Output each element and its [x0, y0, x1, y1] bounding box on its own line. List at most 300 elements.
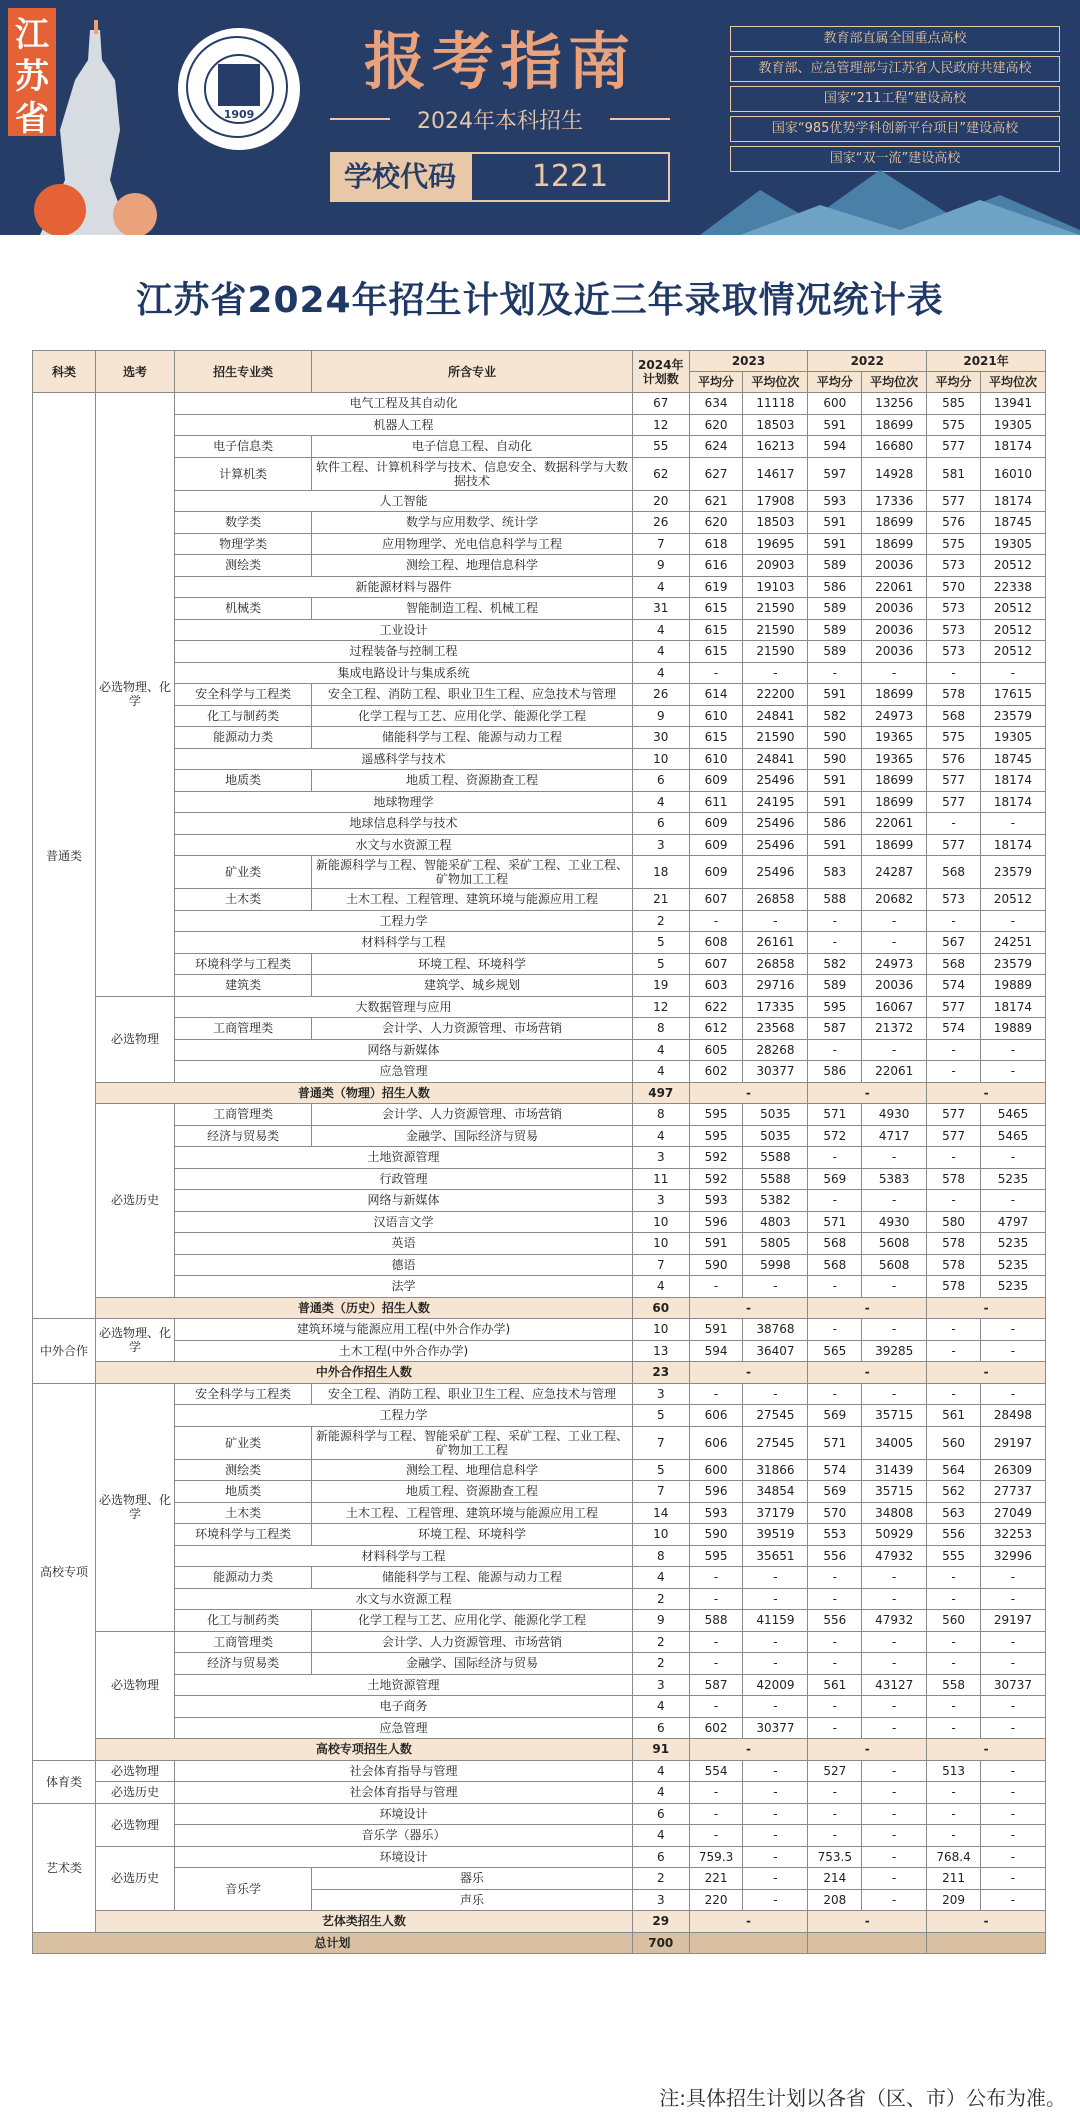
avg-score: 576: [927, 748, 981, 770]
avg-rank: 20512: [980, 889, 1045, 911]
majors-cell: 声乐: [312, 1889, 633, 1911]
avg-rank: 21372: [862, 1018, 927, 1040]
table-row: [33, 1362, 1046, 1384]
avg-rank: 19889: [980, 975, 1045, 997]
table-row: [33, 834, 1046, 856]
avg-rank: -: [862, 1803, 927, 1825]
blank-cell: -: [689, 1082, 808, 1104]
avg-score: -: [808, 1717, 862, 1739]
avg-rank: 13256: [862, 393, 927, 415]
avg-score: -: [808, 1782, 862, 1804]
avg-rank: 26309: [980, 1459, 1045, 1481]
avg-score: 567: [927, 932, 981, 954]
subject-cell: 必选物理、化学: [95, 1383, 174, 1631]
table-row: [33, 1254, 1046, 1276]
avg-score: 609: [689, 770, 743, 792]
majors-cell: 水文与水资源工程: [175, 1588, 633, 1610]
avg-score: -: [927, 1147, 981, 1169]
avg-score: 595: [689, 1545, 743, 1567]
avg-score: -: [927, 1631, 981, 1653]
school-code-value: 1221: [470, 152, 670, 202]
plan-count: 14: [632, 1502, 689, 1524]
avg-score: -: [927, 910, 981, 932]
plan-count: 6: [632, 813, 689, 835]
avg-rank: -: [862, 1846, 927, 1868]
avg-rank: 18699: [862, 770, 927, 792]
avg-rank: -: [980, 1039, 1045, 1061]
majors-cell: 法学: [175, 1276, 633, 1298]
avg-score: 578: [927, 1276, 981, 1298]
col-header-major-category: 招生专业类: [175, 351, 312, 393]
plan-count: 4: [632, 1125, 689, 1147]
avg-rank: -: [743, 910, 808, 932]
avg-rank: 50929: [862, 1524, 927, 1546]
table-row: [33, 414, 1046, 436]
avg-rank: -: [980, 1147, 1045, 1169]
avg-rank: -: [743, 1383, 808, 1405]
avg-rank: -: [980, 1868, 1045, 1890]
avg-rank: 5588: [743, 1147, 808, 1169]
avg-score: 591: [689, 1319, 743, 1341]
avg-score: 593: [689, 1190, 743, 1212]
majors-cell: 汉语言文学: [175, 1211, 633, 1233]
plan-count: 62: [632, 457, 689, 490]
avg-score: 556: [808, 1545, 862, 1567]
avg-rank: 5235: [980, 1233, 1045, 1255]
table-row: [33, 770, 1046, 792]
avg-score: 618: [689, 533, 743, 555]
avg-rank: 25496: [743, 834, 808, 856]
plan-count: 4: [632, 1696, 689, 1718]
majors-cell: 环境工程、环境科学: [312, 1524, 633, 1546]
avg-score: 594: [689, 1340, 743, 1362]
plan-count: 30: [632, 727, 689, 749]
avg-rank: 5998: [743, 1254, 808, 1276]
avg-score: 590: [689, 1254, 743, 1276]
majors-cell: 机器人工程: [175, 414, 633, 436]
avg-rank: -: [980, 1889, 1045, 1911]
plan-count: 18: [632, 856, 689, 889]
avg-rank: 43127: [862, 1674, 927, 1696]
badge: 教育部、应急管理部与江苏省人民政府共建高校: [730, 56, 1060, 82]
avg-score: -: [808, 1803, 862, 1825]
avg-score: 590: [689, 1524, 743, 1546]
col-header-2022: 2022: [808, 351, 927, 372]
avg-score: 620: [689, 414, 743, 436]
avg-rank: 5382: [743, 1190, 808, 1212]
majors-cell: 材料科学与工程: [175, 1545, 633, 1567]
majors-cell: 过程装备与控制工程: [175, 641, 633, 663]
col-header-rank: 平均位次: [743, 372, 808, 393]
plan-count: 2: [632, 910, 689, 932]
table-row: [33, 953, 1046, 975]
table-row: [33, 813, 1046, 835]
avg-rank: 18174: [980, 490, 1045, 512]
plan-count: 4: [632, 1782, 689, 1804]
table-row: [33, 641, 1046, 663]
avg-rank: 30737: [980, 1674, 1045, 1696]
avg-rank: 5588: [743, 1168, 808, 1190]
plan-count: 31: [632, 598, 689, 620]
avg-score: 615: [689, 727, 743, 749]
avg-score: 568: [808, 1233, 862, 1255]
avg-rank: 23579: [980, 705, 1045, 727]
avg-score: -: [689, 1782, 743, 1804]
majors-cell: 软件工程、计算机科学与技术、信息安全、数据科学与大数据技术: [312, 457, 633, 490]
avg-rank: 29716: [743, 975, 808, 997]
plan-count: 12: [632, 414, 689, 436]
avg-score: 591: [808, 834, 862, 856]
plan-count: 3: [632, 1190, 689, 1212]
table-row: [33, 1846, 1046, 1868]
avg-rank: 5035: [743, 1125, 808, 1147]
avg-score: 574: [808, 1459, 862, 1481]
avg-score: 211: [927, 1868, 981, 1890]
avg-rank: -: [980, 1696, 1045, 1718]
avg-score: 609: [689, 856, 743, 889]
school-code-label: 学校代码: [330, 152, 470, 202]
plan-count: 12: [632, 996, 689, 1018]
plan-count: 7: [632, 1481, 689, 1503]
avg-score: 603: [689, 975, 743, 997]
avg-rank: 18174: [980, 770, 1045, 792]
avg-rank: 5608: [862, 1233, 927, 1255]
avg-score: 595: [808, 996, 862, 1018]
avg-score: 612: [689, 1018, 743, 1040]
avg-score: 607: [689, 953, 743, 975]
avg-rank: -: [743, 1803, 808, 1825]
avg-score: 591: [808, 414, 862, 436]
avg-score: 602: [689, 1061, 743, 1083]
majors-cell: 土木工程(中外合作办学): [175, 1340, 633, 1362]
avg-score: 573: [927, 598, 981, 620]
avg-rank: 25496: [743, 813, 808, 835]
avg-score: 590: [808, 727, 862, 749]
table-row: [33, 1567, 1046, 1589]
avg-rank: 18699: [862, 414, 927, 436]
major-category-cell: 能源动力类: [175, 727, 312, 749]
table-row: [33, 457, 1046, 490]
majors-cell: 地球信息科学与技术: [175, 813, 633, 835]
avg-rank: -: [980, 1846, 1045, 1868]
subtotal-label: 普通类（物理）招生人数: [95, 1082, 632, 1104]
avg-rank: -: [980, 1319, 1045, 1341]
avg-score: 577: [927, 770, 981, 792]
avg-score: 586: [808, 813, 862, 835]
avg-score: -: [927, 1782, 981, 1804]
plan-count: 10: [632, 1233, 689, 1255]
table-row: [33, 1911, 1046, 1933]
majors-cell: 地质工程、资源勘查工程: [312, 770, 633, 792]
avg-rank: -: [743, 1760, 808, 1782]
table-row: [33, 1297, 1046, 1319]
avg-score: 568: [927, 705, 981, 727]
majors-cell: 社会体育指导与管理: [175, 1782, 633, 1804]
plan-count: 4: [632, 1825, 689, 1847]
col-header-majors: 所含专业: [312, 351, 633, 393]
avg-rank: 28268: [743, 1039, 808, 1061]
subtotal-label: 普通类（历史）招生人数: [95, 1297, 632, 1319]
avg-score: 587: [808, 1018, 862, 1040]
avg-rank: -: [862, 1782, 927, 1804]
avg-rank: 20512: [980, 619, 1045, 641]
table-row: [33, 1018, 1046, 1040]
table-row: [33, 619, 1046, 641]
plan-count: 5: [632, 953, 689, 975]
mountain-illustration: [700, 150, 1080, 235]
major-category-cell: 工商管理类: [175, 1018, 312, 1040]
avg-score: 556: [927, 1524, 981, 1546]
avg-score: -: [689, 662, 743, 684]
avg-rank: 47932: [862, 1610, 927, 1632]
avg-score: -: [927, 662, 981, 684]
avg-rank: 20903: [743, 555, 808, 577]
avg-score: 571: [808, 1426, 862, 1459]
avg-score: 605: [689, 1039, 743, 1061]
avg-score: 562: [927, 1481, 981, 1503]
avg-rank: -: [862, 1147, 927, 1169]
plan-count: 10: [632, 748, 689, 770]
avg-rank: 26858: [743, 953, 808, 975]
avg-score: 576: [927, 512, 981, 534]
subject-cell: 必选物理: [95, 1803, 174, 1846]
avg-score: 591: [808, 684, 862, 706]
table-row: [33, 910, 1046, 932]
avg-score: 610: [689, 705, 743, 727]
plan-count: 4: [632, 619, 689, 641]
avg-score: 569: [808, 1405, 862, 1427]
avg-rank: 39519: [743, 1524, 808, 1546]
avg-score: 589: [808, 975, 862, 997]
subtotal-label: 中外合作招生人数: [95, 1362, 632, 1384]
plan-count: 4: [632, 1567, 689, 1589]
avg-rank: 20512: [980, 641, 1045, 663]
avg-rank: 13941: [980, 393, 1045, 415]
avg-score: -: [808, 1319, 862, 1341]
table-row: [33, 555, 1046, 577]
avg-rank: 16010: [980, 457, 1045, 490]
col-header-2021: 2021年: [927, 351, 1046, 372]
avg-rank: -: [862, 1696, 927, 1718]
avg-score: 583: [808, 856, 862, 889]
major-category-cell: 经济与贸易类: [175, 1125, 312, 1147]
majors-cell: 测绘工程、地理信息科学: [312, 1459, 633, 1481]
avg-score: 753.5: [808, 1846, 862, 1868]
province-tag: 江苏省: [8, 8, 56, 136]
avg-score: 606: [689, 1405, 743, 1427]
avg-rank: -: [743, 1567, 808, 1589]
avg-rank: 5383: [862, 1168, 927, 1190]
majors-cell: 网络与新媒体: [175, 1039, 633, 1061]
blank-cell: -: [808, 1911, 927, 1933]
avg-score: 572: [808, 1125, 862, 1147]
avg-score: 591: [808, 533, 862, 555]
avg-score: 568: [927, 856, 981, 889]
plan-count: 3: [632, 1674, 689, 1696]
avg-rank: 5805: [743, 1233, 808, 1255]
avg-rank: -: [980, 1782, 1045, 1804]
avg-rank: 24973: [862, 953, 927, 975]
major-category-cell: 土木类: [175, 1502, 312, 1524]
subject-cell: 必选历史: [95, 1104, 174, 1298]
blank-cell: [808, 1932, 927, 1954]
avg-score: 634: [689, 393, 743, 415]
avg-rank: 20036: [862, 619, 927, 641]
table-row: [33, 1631, 1046, 1653]
avg-score: -: [927, 1039, 981, 1061]
table-row: [33, 856, 1046, 889]
majors-cell: 金融学、国际经济与贸易: [312, 1125, 633, 1147]
avg-score: 561: [927, 1405, 981, 1427]
category-cell: 高校专项: [33, 1383, 96, 1760]
plan-count: 3: [632, 1383, 689, 1405]
table-row: [33, 1426, 1046, 1459]
avg-score: 221: [689, 1868, 743, 1890]
majors-cell: 会计学、人力资源管理、市场营销: [312, 1631, 633, 1653]
col-header-avg: 平均分: [689, 372, 743, 393]
avg-rank: -: [862, 1276, 927, 1298]
avg-score: -: [927, 1383, 981, 1405]
university-logo: [178, 28, 300, 150]
plan-count: 2: [632, 1631, 689, 1653]
avg-rank: 25496: [743, 770, 808, 792]
avg-score: -: [808, 1696, 862, 1718]
avg-score: 586: [808, 1061, 862, 1083]
avg-score: 578: [927, 1254, 981, 1276]
avg-score: 570: [927, 576, 981, 598]
table-body: [33, 393, 1046, 1954]
avg-score: -: [689, 1696, 743, 1718]
blank-cell: -: [689, 1739, 808, 1761]
avg-rank: 34005: [862, 1426, 927, 1459]
avg-rank: 20682: [862, 889, 927, 911]
major-category-cell: 地质类: [175, 1481, 312, 1503]
category-cell: 中外合作: [33, 1319, 96, 1384]
avg-rank: -: [980, 813, 1045, 835]
plan-count: 67: [632, 393, 689, 415]
table-row: [33, 1932, 1046, 1954]
avg-rank: 19365: [862, 748, 927, 770]
major-category-cell: 地质类: [175, 770, 312, 792]
avg-score: -: [808, 1631, 862, 1653]
table-row: [33, 1319, 1046, 1341]
avg-score: 609: [689, 834, 743, 856]
plan-count: 10: [632, 1319, 689, 1341]
avg-score: 513: [927, 1760, 981, 1782]
avg-score: -: [689, 910, 743, 932]
avg-score: 606: [689, 1426, 743, 1459]
avg-rank: 18174: [980, 834, 1045, 856]
avg-rank: 23579: [980, 953, 1045, 975]
avg-rank: 27545: [743, 1405, 808, 1427]
total-label: 总计划: [33, 1932, 633, 1954]
avg-rank: 47932: [862, 1545, 927, 1567]
avg-score: -: [808, 1588, 862, 1610]
avg-score: 558: [927, 1674, 981, 1696]
avg-rank: 18174: [980, 791, 1045, 813]
major-category-cell: 测绘类: [175, 1459, 312, 1481]
avg-rank: 22338: [980, 576, 1045, 598]
banner-subtitle: 2024年本科招生: [417, 109, 583, 134]
plan-count: 700: [632, 1932, 689, 1954]
majors-cell: 金融学、国际经济与贸易: [312, 1653, 633, 1675]
plan-count: 8: [632, 1104, 689, 1126]
avg-rank: 14928: [862, 457, 927, 490]
avg-score: 588: [808, 889, 862, 911]
avg-rank: 27545: [743, 1426, 808, 1459]
avg-rank: 26858: [743, 889, 808, 911]
table-row: [33, 1039, 1046, 1061]
avg-rank: 19695: [743, 533, 808, 555]
avg-rank: 21590: [743, 598, 808, 620]
avg-rank: 17335: [743, 996, 808, 1018]
avg-score: 561: [808, 1674, 862, 1696]
avg-rank: 38768: [743, 1319, 808, 1341]
avg-rank: -: [743, 1825, 808, 1847]
table-row: [33, 705, 1046, 727]
avg-score: 615: [689, 619, 743, 641]
avg-score: -: [689, 1276, 743, 1298]
avg-rank: 28498: [980, 1405, 1045, 1427]
majors-cell: 新能源材料与器件: [175, 576, 633, 598]
avg-score: 622: [689, 996, 743, 1018]
avg-rank: -: [862, 1717, 927, 1739]
avg-rank: -: [862, 1889, 927, 1911]
table-row: [33, 748, 1046, 770]
majors-cell: 储能科学与工程、能源与动力工程: [312, 1567, 633, 1589]
avg-score: -: [808, 932, 862, 954]
avg-score: -: [927, 1653, 981, 1675]
avg-score: 560: [927, 1426, 981, 1459]
avg-rank: -: [980, 1803, 1045, 1825]
avg-rank: 16067: [862, 996, 927, 1018]
table-row: [33, 932, 1046, 954]
avg-score: 595: [689, 1125, 743, 1147]
majors-cell: 环境设计: [175, 1846, 633, 1868]
plan-count: 9: [632, 1610, 689, 1632]
plan-count: 26: [632, 684, 689, 706]
avg-rank: -: [980, 662, 1045, 684]
subject-cell: 必选物理、化学: [95, 1319, 174, 1362]
avg-score: 214: [808, 1868, 862, 1890]
avg-rank: -: [980, 1760, 1045, 1782]
avg-rank: 21590: [743, 619, 808, 641]
table-row: [33, 1061, 1046, 1083]
blank-cell: -: [808, 1297, 927, 1319]
majors-cell: 电子信息工程、自动化: [312, 436, 633, 458]
avg-rank: 4717: [862, 1125, 927, 1147]
table-row: [33, 1340, 1046, 1362]
table-row: [33, 662, 1046, 684]
plan-count: 4: [632, 641, 689, 663]
avg-rank: 17908: [743, 490, 808, 512]
footnote: 注:具体招生计划以各省（区、市）公布为准。: [659, 2086, 1066, 2110]
avg-rank: 24841: [743, 705, 808, 727]
category-cell: 普通类: [33, 393, 96, 1319]
avg-score: 591: [808, 791, 862, 813]
majors-cell: 储能科学与工程、能源与动力工程: [312, 727, 633, 749]
avg-rank: 19889: [980, 1018, 1045, 1040]
avg-rank: 41159: [743, 1610, 808, 1632]
subject-cell: 必选物理: [95, 996, 174, 1082]
major-category-cell: 建筑类: [175, 975, 312, 997]
major-category-cell: 物理学类: [175, 533, 312, 555]
avg-score: 556: [808, 1610, 862, 1632]
avg-score: -: [808, 1653, 862, 1675]
majors-cell: 网络与新媒体: [175, 1190, 633, 1212]
avg-score: 575: [927, 727, 981, 749]
blank-cell: [689, 1932, 808, 1954]
